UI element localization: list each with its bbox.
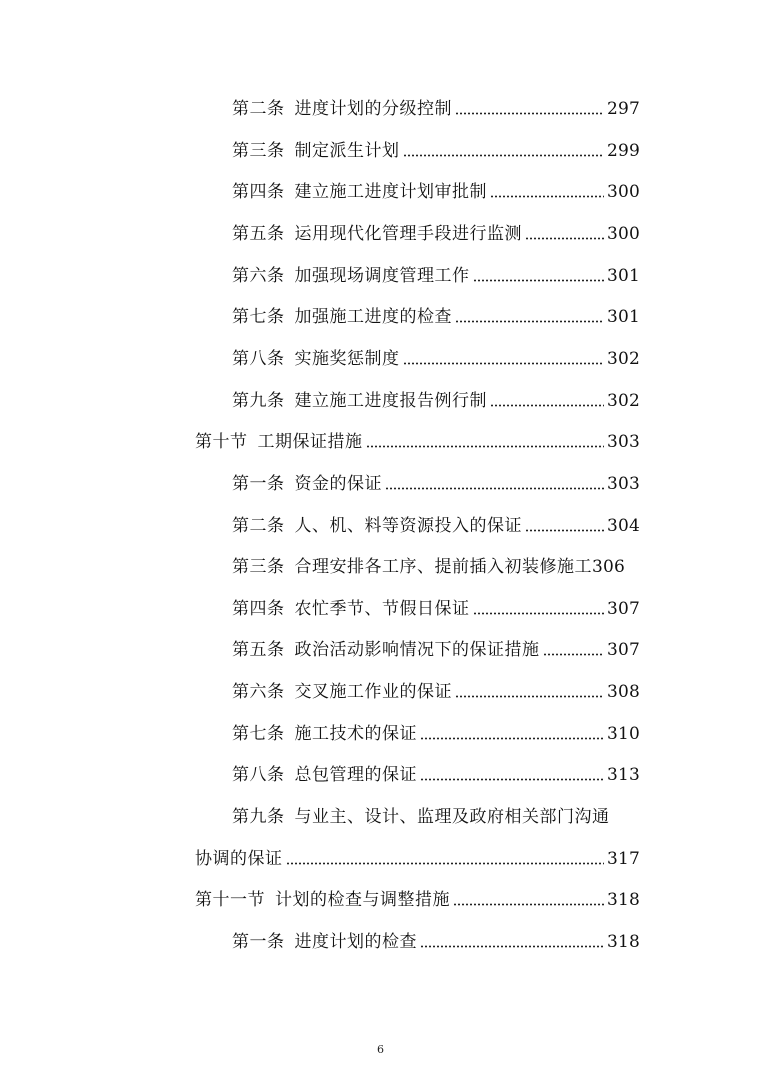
toc-entry-title: 计划的检查与调整措施 bbox=[275, 890, 450, 910]
dot-leader bbox=[385, 487, 604, 490]
toc-entry-title: 与业主、设计、监理及政府相关部门沟通 bbox=[294, 807, 610, 827]
toc-entry[interactable] bbox=[232, 136, 640, 162]
toc-entry-title: 交叉施工作业的保证 bbox=[294, 682, 452, 702]
page-number: 6 bbox=[377, 1043, 384, 1056]
toc-entry-title: 政治活动影响情况下的保证措施 bbox=[294, 640, 540, 660]
toc-entry[interactable] bbox=[232, 594, 640, 620]
toc-entry-label: 第九条 bbox=[232, 807, 285, 827]
toc-entry-label: 第五条 bbox=[232, 640, 285, 660]
dot-leader bbox=[525, 237, 604, 240]
toc-entry[interactable] bbox=[232, 386, 640, 412]
toc-entry-page: 299 bbox=[606, 141, 640, 161]
toc-section-entry[interactable] bbox=[195, 427, 640, 453]
dot-leader bbox=[366, 445, 604, 448]
dot-leader bbox=[455, 695, 604, 698]
dot-leader bbox=[420, 737, 604, 740]
toc-section-entry[interactable] bbox=[195, 885, 640, 911]
toc-entry-page: 307 bbox=[606, 640, 640, 660]
dot-leader bbox=[455, 112, 604, 115]
dot-leader bbox=[490, 195, 604, 198]
toc-entry-label: 第三条 bbox=[232, 141, 285, 161]
dot-leader bbox=[473, 279, 604, 282]
toc-entry[interactable] bbox=[232, 760, 640, 786]
dot-leader bbox=[420, 778, 604, 781]
toc-entry-title: 资金的保证 bbox=[294, 474, 382, 494]
toc-entry[interactable] bbox=[232, 927, 640, 953]
toc-entry-title: 制定派生计划 bbox=[294, 141, 400, 161]
toc-entry-label: 第二条 bbox=[232, 99, 285, 119]
dot-leader bbox=[453, 903, 604, 906]
toc-entry[interactable] bbox=[232, 302, 640, 328]
toc-entry-page: 313 bbox=[606, 765, 640, 785]
toc-entry-page: 300 bbox=[606, 224, 640, 244]
toc-entry-page: 301 bbox=[606, 307, 640, 327]
toc-entry-label: 第五条 bbox=[232, 224, 285, 244]
dot-leader bbox=[455, 320, 604, 323]
toc-entry-page: 306 bbox=[592, 557, 626, 577]
toc-entry-page: 303 bbox=[606, 432, 640, 452]
toc-entry[interactable] bbox=[232, 802, 640, 828]
toc-entry-page: 303 bbox=[606, 474, 640, 494]
toc-entry-label: 第三条 bbox=[232, 557, 285, 577]
toc-entry[interactable] bbox=[232, 219, 640, 245]
toc-entry-label: 第六条 bbox=[232, 266, 285, 286]
dot-leader bbox=[403, 154, 604, 157]
toc-entry-label: 第四条 bbox=[232, 182, 285, 202]
toc-entry-title: 人、机、料等资源投入的保证 bbox=[294, 516, 522, 536]
toc-entry-label: 第九条 bbox=[232, 391, 285, 411]
toc-entry-title: 建立施工进度计划审批制 bbox=[294, 182, 487, 202]
dot-leader bbox=[525, 529, 604, 532]
toc-entry-page: 300 bbox=[606, 182, 640, 202]
dot-leader bbox=[286, 862, 604, 865]
toc-entry-title-continuation: 协调的保证 bbox=[195, 849, 283, 869]
dot-leader bbox=[490, 404, 604, 407]
toc-entry-page: 307 bbox=[606, 599, 640, 619]
dot-leader bbox=[403, 362, 604, 365]
toc-entry-label: 第十节 bbox=[195, 432, 248, 452]
toc-entry[interactable] bbox=[232, 719, 640, 745]
toc-entry-page: 317 bbox=[606, 849, 640, 869]
toc-entry-page: 297 bbox=[606, 99, 640, 119]
toc-entry-label: 第二条 bbox=[232, 516, 285, 536]
toc-entry-title: 实施奖惩制度 bbox=[294, 349, 400, 369]
toc-entry-page: 302 bbox=[606, 349, 640, 369]
toc-entry-label: 第四条 bbox=[232, 599, 285, 619]
toc-entry-page: 308 bbox=[606, 682, 640, 702]
toc-entry[interactable] bbox=[232, 511, 640, 537]
toc-entry-title: 建立施工进度报告例行制 bbox=[294, 391, 487, 411]
toc-entry[interactable] bbox=[232, 344, 640, 370]
toc-entry-title: 农忙季节、节假日保证 bbox=[294, 599, 470, 619]
toc-entry[interactable] bbox=[232, 677, 640, 703]
toc-entry-label: 第一条 bbox=[232, 474, 285, 494]
toc-entry[interactable] bbox=[232, 635, 640, 661]
toc-entry-page: 304 bbox=[606, 516, 640, 536]
toc-entry-label: 第八条 bbox=[232, 765, 285, 785]
toc-entry-page: 310 bbox=[606, 724, 640, 744]
toc-entry[interactable] bbox=[232, 94, 640, 120]
dot-leader bbox=[420, 945, 604, 948]
dot-leader bbox=[473, 612, 604, 615]
toc-entry-label: 第八条 bbox=[232, 349, 285, 369]
toc-entry-page: 302 bbox=[606, 391, 640, 411]
toc-entry-title: 进度计划的检查 bbox=[294, 932, 417, 952]
toc-entry-page: 301 bbox=[606, 266, 640, 286]
toc-entry-label: 第十一节 bbox=[195, 890, 265, 910]
toc-entry-title: 运用现代化管理手段进行监测 bbox=[294, 224, 522, 244]
toc-entry-title: 加强现场调度管理工作 bbox=[294, 266, 470, 286]
toc-entry[interactable] bbox=[232, 469, 640, 495]
toc-entry-title: 进度计划的分级控制 bbox=[294, 99, 452, 119]
toc-entry-label: 第一条 bbox=[232, 932, 285, 952]
toc-entry[interactable] bbox=[232, 261, 640, 287]
toc-entry[interactable] bbox=[232, 552, 640, 578]
toc-entry-title: 合理安排各工序、提前插入初装修施工 bbox=[294, 557, 592, 577]
toc-entry-title: 加强施工进度的检查 bbox=[294, 307, 452, 327]
toc-entry-continuation[interactable] bbox=[195, 844, 640, 870]
dot-leader bbox=[543, 653, 604, 656]
toc-entry[interactable] bbox=[232, 177, 640, 203]
toc-entry-label: 第七条 bbox=[232, 724, 285, 744]
toc-entry-label: 第七条 bbox=[232, 307, 285, 327]
toc-entry-page: 318 bbox=[606, 890, 640, 910]
toc-entry-title: 工期保证措施 bbox=[257, 432, 363, 452]
toc-entry-page: 318 bbox=[606, 932, 640, 952]
toc-entry-title: 总包管理的保证 bbox=[294, 765, 417, 785]
toc-entry-title: 施工技术的保证 bbox=[294, 724, 417, 744]
toc-entry-label: 第六条 bbox=[232, 682, 285, 702]
